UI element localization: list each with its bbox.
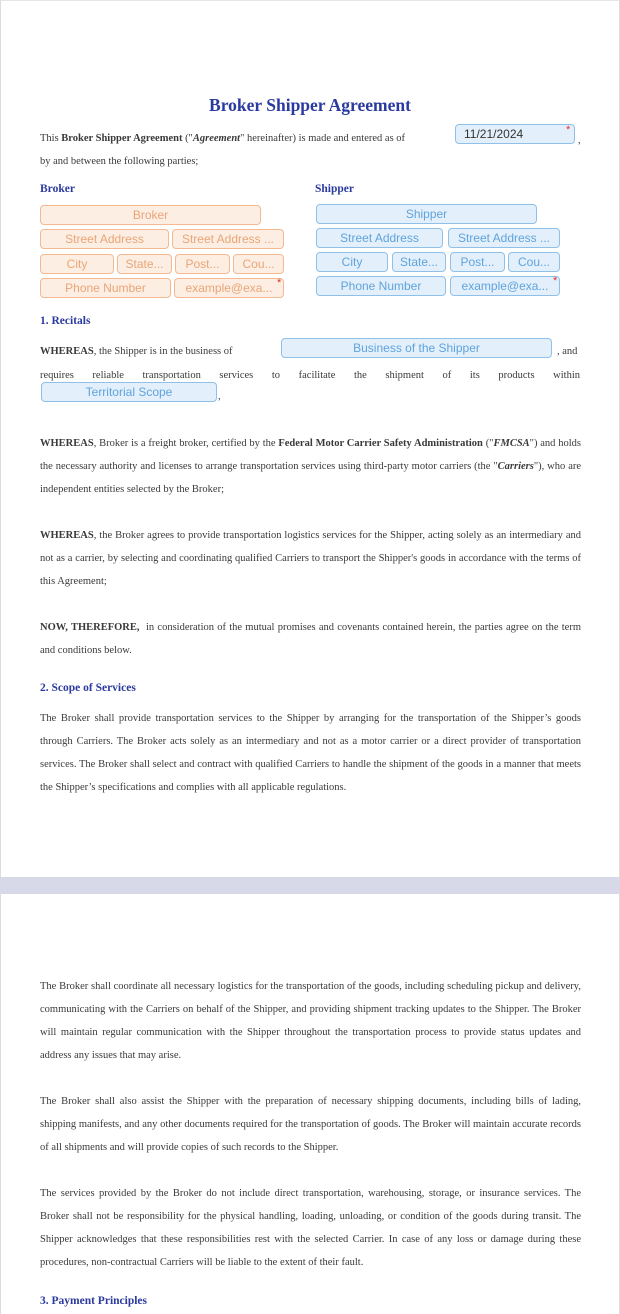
business-of-shipper-field[interactable]: Business of the Shipper (281, 338, 552, 358)
scope-paragraph-3: The Broker shall also assist the Shipper with the preparation of necessary shipping documents, including bills of lading, shipping manifests, and any other documents required for the transportation of goods. The Broker will maintain accurate records of all shipments and will provide copies of such records to the Shipper. (40, 1096, 581, 1153)
intro-line-1 (40, 127, 460, 150)
fmcsa-term: FMCSA (493, 438, 530, 449)
recital-text: (" (485, 438, 494, 449)
broker-country-field[interactable]: Cou... (233, 254, 284, 274)
broker-postal-field[interactable]: Post... (175, 254, 230, 274)
broker-heading: Broker (40, 183, 75, 195)
recital-text: , Broker is a freight broker, certified by the (93, 438, 279, 449)
recital-text: "), who are independent entities selected by the Broker; (40, 461, 582, 495)
agreement-date-field[interactable]: 11/21/2024 (455, 124, 575, 144)
intro-comma: , (578, 135, 581, 146)
broker-name-field[interactable]: Broker (40, 205, 261, 225)
scope-paragraph-4: The services provided by the Broker do not include direct transportation, warehousing, storage, or insurance services. The Broker shall not be responsibility for the physical handling, loading, unloading, or condition of the goods during transit. The Shipper acknowledges that these responsibilities rest with the selected Carrier. In case of any loss or damage during these procedures, non-contractual Carriers will be liable to the extent of their fault. (40, 1188, 581, 1268)
territorial-scope-field[interactable]: Territorial Scope (41, 382, 217, 402)
shipper-street-address-field[interactable]: Street Address (316, 228, 443, 248)
shipper-postal-field[interactable]: Post... (450, 252, 505, 272)
section-heading-recitals: 1. Recitals (40, 315, 91, 327)
whereas-label: WHEREAS (40, 530, 94, 541)
broker-state-field[interactable]: State... (117, 254, 172, 274)
whereas-label: WHEREAS (40, 346, 94, 357)
shipper-name-field[interactable]: Shipper (316, 204, 537, 224)
shipper-phone-field[interactable]: Phone Number (316, 276, 446, 296)
recital-3 (40, 524, 581, 593)
document-title: Broker Shipper Agreement (209, 95, 411, 115)
recital-text: in consideration of the mutual promises and covenants contained herein, the parties agree on the term and conditions below. (40, 622, 584, 656)
now-therefore-label: NOW, THEREFORE, (40, 622, 140, 633)
broker-email-field[interactable]: example@exa... (174, 278, 284, 298)
intro-text: This (40, 133, 62, 144)
broker-street-address-2-field[interactable]: Street Address ... (172, 229, 284, 249)
required-marker: * (553, 275, 558, 287)
shipper-email-field[interactable]: example@exa... (450, 276, 560, 296)
recital-text: , the Broker agrees to provide transportation logistics services for the Shipper, acting solely as an intermediary and not as a carrier, by selecting and coordinating qualified Carriers to transport the Shipper's goods in accordance with the terms of this Agreement; (40, 530, 581, 587)
recital-1-line-1 (40, 340, 233, 363)
fmcsa-name: Federal Motor Carrier Safety Administration (278, 438, 483, 449)
shipper-heading: Shipper (315, 183, 354, 195)
shipper-country-field[interactable]: Cou... (508, 252, 560, 272)
required-marker: * (277, 277, 282, 289)
intro-agreement-name: Broker Shipper Agreement (61, 133, 183, 144)
broker-street-address-field[interactable]: Street Address (40, 229, 169, 249)
recital-1-end: , (218, 391, 221, 402)
recital-1-line-2: requires reliable transportation services to facilitate the shipment of its products within (40, 370, 580, 381)
intro-line-2: by and between the following parties; (40, 156, 199, 167)
shipper-state-field[interactable]: State... (392, 252, 446, 272)
whereas-label: WHEREAS (40, 438, 94, 449)
intro-text: " hereinafter) is made and entered as of (240, 133, 406, 144)
broker-phone-field[interactable]: Phone Number (40, 278, 171, 298)
section-heading-scope: 2. Scope of Services (40, 682, 136, 694)
intro-agreement-term: Agreement (192, 133, 241, 144)
now-therefore-clause (40, 616, 584, 662)
scope-paragraph-1: The Broker shall provide transportation services to the Shipper by arranging for the transportation of the Shipper’s goods through Carriers. The Broker acts solely as an intermediary and not as a motor carrier or a direct provider of transportation services. The Broker shall select and contract with qualified Carriers to handle the shipment of the goods in a manner that meets the Shipper’s specifications and complies with all applicable regulations. (40, 713, 581, 793)
page-separator (0, 877, 620, 894)
broker-city-field[interactable]: City (40, 254, 114, 274)
recital-text: ") and holds the necessary authority and licenses to arrange transportation services using third-party motor carriers (the " (40, 438, 581, 472)
shipper-street-address-2-field[interactable]: Street Address ... (448, 228, 560, 248)
scope-paragraph-2: The Broker shall coordinate all necessary logistics for the transportation of the goods, including scheduling pickup and delivery, communicating with the Carriers on behalf of the Shipper, and providing shipment tracking updates to the Shipper. The Broker will maintain regular communication with the Shipper throughout the transportation process to provide status updates and address any issues that may arise. (40, 981, 581, 1061)
recital-text: , the Shipper is in the business of (93, 346, 233, 357)
intro-text: (" (182, 133, 193, 144)
shipper-city-field[interactable]: City (316, 252, 388, 272)
section-heading-payment: 3. Payment Principles (40, 1295, 147, 1307)
recital-2 (40, 432, 581, 501)
carriers-term: Carriers (497, 461, 534, 472)
recital-1-and: , and (557, 346, 578, 357)
required-marker: * (566, 124, 571, 136)
